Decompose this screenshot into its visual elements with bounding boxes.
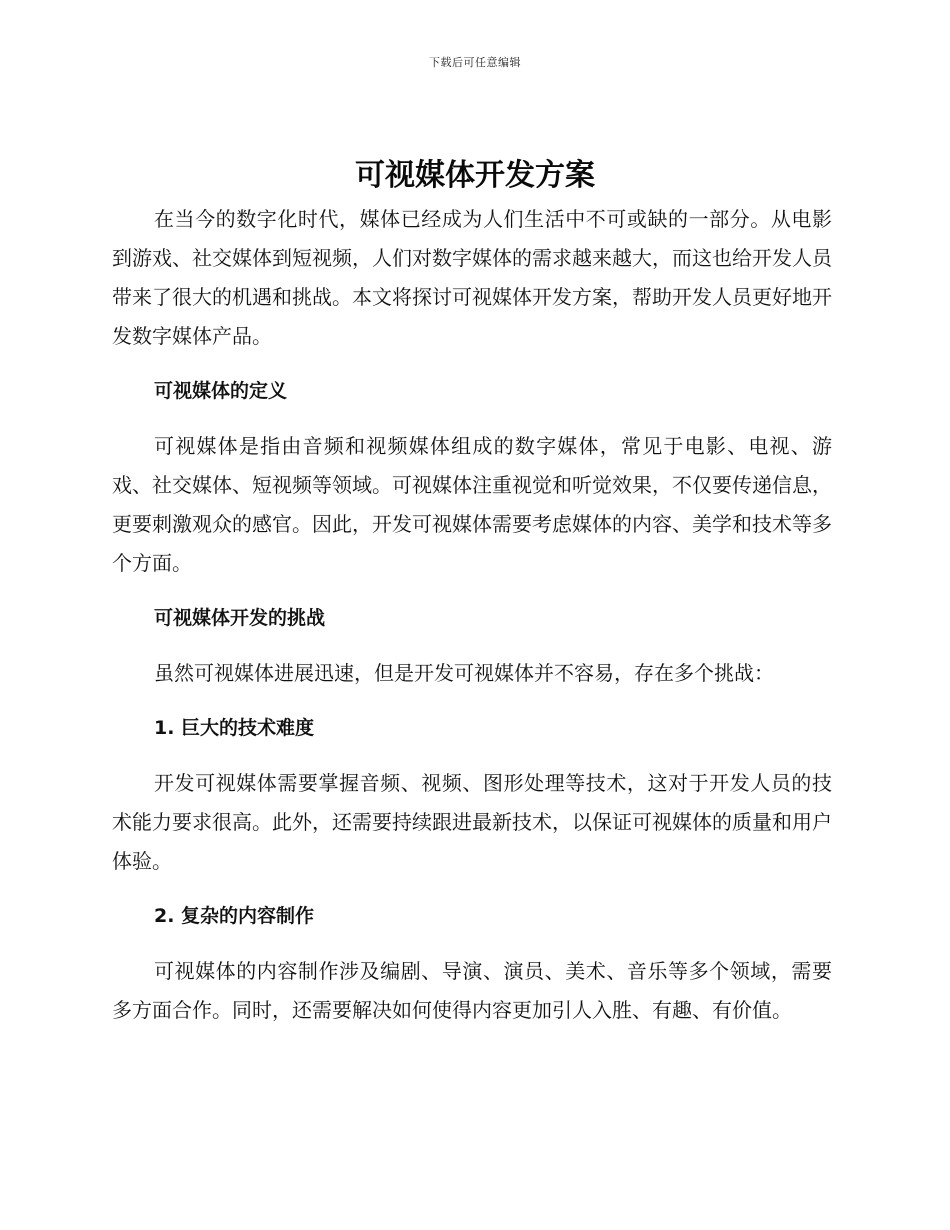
section-paragraph: 开发可视媒体需要掌握音频、视频、图形处理等技术，这对于开发人员的技术能力要求很高。此外，还需要持续跟进最新技术，以保证可视媒体的质量和用户体验。 (112, 771, 832, 873)
section-paragraph: 虽然可视媒体进展迅速，但是开发可视媒体并不容易，存在多个挑战： (154, 661, 774, 685)
section-heading: 可视媒体的定义 (154, 380, 288, 402)
section-paragraph: 可视媒体的内容制作涉及编剧、导演、演员、美术、音乐等多个领域，需要多方面合作。同时，还需要解决如何使得内容更加引人入胜、有趣、有价值。 (112, 959, 832, 1022)
page-header-note: 下载后可任意编辑 (429, 56, 521, 69)
section-content-production (112, 904, 832, 1030)
section-definition (112, 379, 832, 583)
document-title: 可视媒体开发方案 (355, 158, 595, 193)
section-heading: 1. 巨大的技术难度 (154, 717, 315, 739)
intro-paragraph: 在当今的数字化时代，媒体已经成为人们生活中不可或缺的一部分。从电影到游戏、社交媒体到短视频，人们对数字媒体的需求越来越大，而这也给开发人员带来了很大的机遇和挑战。本文将探讨可视媒体开发方案，帮助开发人员更好地开发数字媒体产品。 (112, 207, 832, 348)
section-paragraph: 可视媒体是指由音频和视频媒体组成的数字媒体，常见于电影、电视、游戏、社交媒体、短视频等领域。可视媒体注重视觉和听觉效果，不仅要传递信息，更要刺激观众的感官。因此，开发可视媒体需要考虑媒体的内容、美学和技术等多个方面。 (112, 434, 832, 575)
section-heading: 可视媒体开发的挑战 (154, 607, 326, 629)
section-heading: 2. 复杂的内容制作 (154, 905, 315, 927)
section-technical-difficulty (112, 716, 832, 881)
section-challenges (112, 606, 832, 693)
document-body (112, 200, 832, 1040)
